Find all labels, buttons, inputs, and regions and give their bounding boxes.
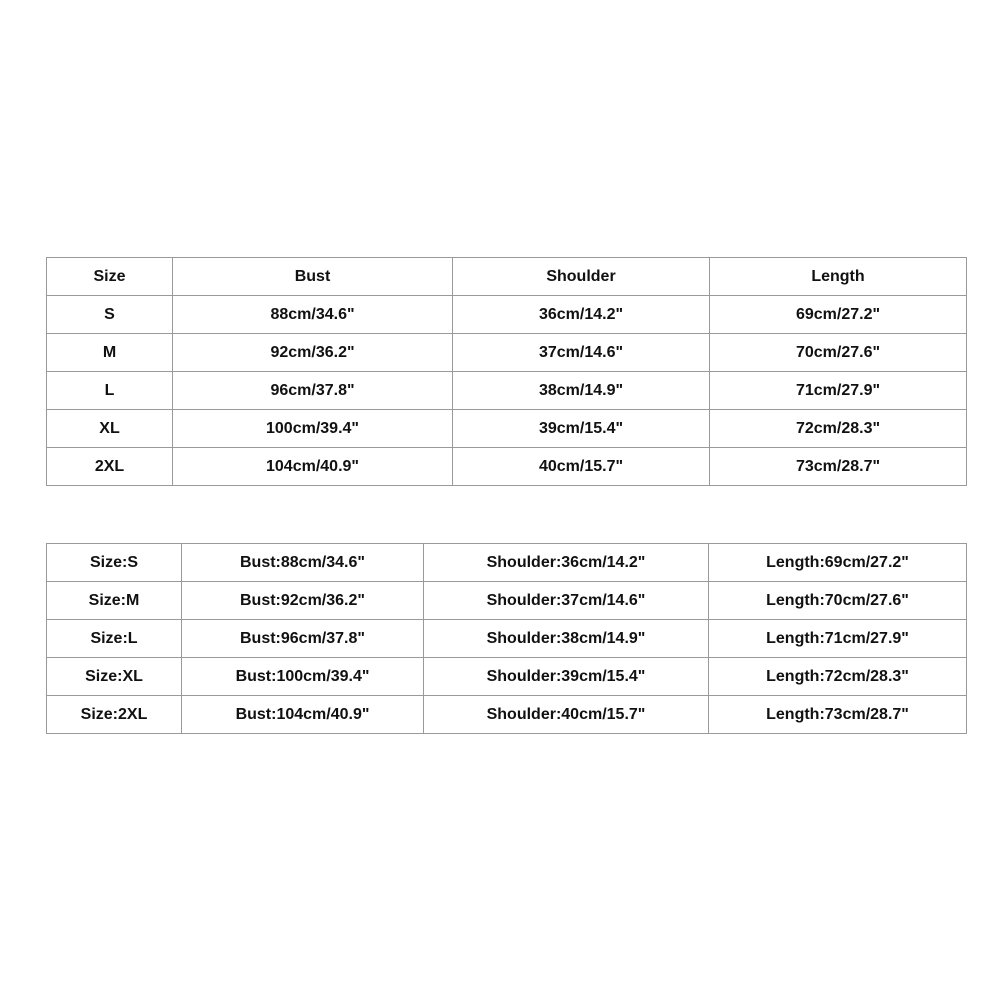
header-shoulder: Shoulder: [453, 258, 710, 296]
shoulder-cell: 36cm/14.2": [453, 296, 710, 334]
length-cell: 70cm/27.6": [710, 334, 967, 372]
size-chart-labeled-table: [46, 543, 967, 734]
length-cell: 73cm/28.7": [710, 448, 967, 486]
header-length: Length: [710, 258, 967, 296]
size-cell: L: [47, 372, 173, 410]
bust-cell: 104cm/40.9": [173, 448, 453, 486]
shoulder-cell: Shoulder:39cm/15.4": [424, 658, 709, 696]
shoulder-cell: Shoulder:36cm/14.2": [424, 544, 709, 582]
size-cell: M: [47, 334, 173, 372]
size-cell: 2XL: [47, 448, 173, 486]
length-cell: Length:72cm/28.3": [709, 658, 967, 696]
table-row: [47, 372, 967, 410]
table-row: [47, 544, 967, 582]
bust-cell: 96cm/37.8": [173, 372, 453, 410]
length-cell: Length:70cm/27.6": [709, 582, 967, 620]
table-row: [47, 658, 967, 696]
size-cell: Size:XL: [47, 658, 182, 696]
header-size: Size: [47, 258, 173, 296]
shoulder-cell: 40cm/15.7": [453, 448, 710, 486]
bust-cell: 100cm/39.4": [173, 410, 453, 448]
table-row: [47, 410, 967, 448]
length-cell: Length:73cm/28.7": [709, 696, 967, 734]
length-cell: Length:71cm/27.9": [709, 620, 967, 658]
shoulder-cell: 39cm/15.4": [453, 410, 710, 448]
table-row: [47, 448, 967, 486]
size-cell: Size:M: [47, 582, 182, 620]
table-row: [47, 696, 967, 734]
size-cell: Size:L: [47, 620, 182, 658]
table-row: [47, 296, 967, 334]
size-cell: Size:S: [47, 544, 182, 582]
shoulder-cell: Shoulder:38cm/14.9": [424, 620, 709, 658]
table-row: [47, 620, 967, 658]
bust-cell: 92cm/36.2": [173, 334, 453, 372]
table-row: [47, 334, 967, 372]
header-bust: Bust: [173, 258, 453, 296]
bust-cell: Bust:88cm/34.6": [182, 544, 424, 582]
bust-cell: Bust:92cm/36.2": [182, 582, 424, 620]
shoulder-cell: Shoulder:37cm/14.6": [424, 582, 709, 620]
shoulder-cell: 38cm/14.9": [453, 372, 710, 410]
size-cell: XL: [47, 410, 173, 448]
bust-cell: Bust:104cm/40.9": [182, 696, 424, 734]
shoulder-cell: Shoulder:40cm/15.7": [424, 696, 709, 734]
table-header-row: [47, 258, 967, 296]
length-cell: Length:69cm/27.2": [709, 544, 967, 582]
length-cell: 69cm/27.2": [710, 296, 967, 334]
size-cell: Size:2XL: [47, 696, 182, 734]
table-row: [47, 582, 967, 620]
size-chart-table: [46, 257, 967, 486]
size-cell: S: [47, 296, 173, 334]
length-cell: 72cm/28.3": [710, 410, 967, 448]
shoulder-cell: 37cm/14.6": [453, 334, 710, 372]
bust-cell: Bust:100cm/39.4": [182, 658, 424, 696]
bust-cell: 88cm/34.6": [173, 296, 453, 334]
bust-cell: Bust:96cm/37.8": [182, 620, 424, 658]
length-cell: 71cm/27.9": [710, 372, 967, 410]
